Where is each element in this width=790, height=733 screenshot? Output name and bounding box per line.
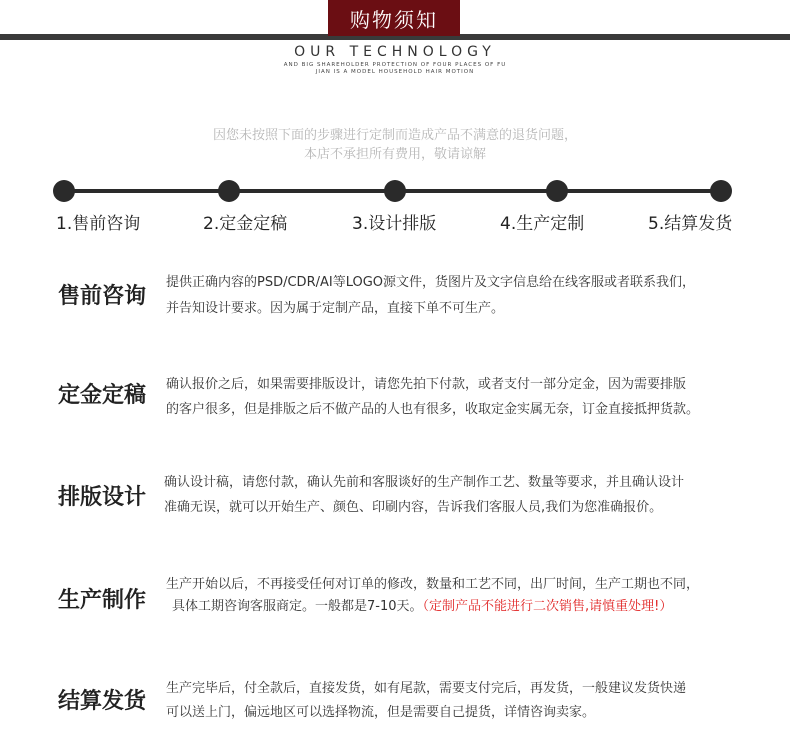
step-label: 1.售前咨询 (56, 214, 141, 234)
timeline-dot (384, 180, 406, 202)
notice-line-2: 本店不承担所有费用，敬请谅解 (303, 147, 486, 162)
section-text-line: 生产开始以后，不再接受任何对订单的修改，数量和工艺不同，出厂时间，生产工期也不同， (166, 577, 700, 592)
tech-title: OUR TECHNOLOGY (294, 44, 496, 60)
warning-text: （定制产品不能进行二次销售,请慎重处理!） (422, 599, 673, 614)
timeline-dot (546, 180, 568, 202)
tech-subtitle-line-1: AND BIG SHAREHOLDER PROTECTION OF FOUR PLACES OF FU (283, 62, 507, 68)
section-title: 售前咨询 (58, 284, 147, 309)
section-title: 排版设计 (58, 485, 147, 510)
section-text-line: 准确无误，就可以开始生产、颜色、印刷内容，告诉我们客服人员,我们为您准确报价。 (164, 500, 663, 515)
section-text-line: 提供正确内容的PSD/CDR/AI等LOGO源文件，货图片及文字信息给在线客服或者联系我们， (166, 275, 696, 290)
step-label: 5.结算发货 (648, 214, 733, 234)
section-text-line: 确认设计稿，请您付款，确认先前和客服谈好的生产制作工艺、数量等要求，并且确认设计 (164, 475, 685, 490)
timeline-dot (710, 180, 732, 202)
section-text-line: 并告知设计要求。因为属于定制产品，直接下单不可生产。 (166, 301, 505, 316)
section-text-line: 确认报价之后，如果需要排版设计，请您先拍下付款，或者支付一部分定金，因为需要排版 (166, 377, 687, 392)
timeline-dot (53, 180, 75, 202)
notice-line-1: 因您未按照下面的步骤进行定制而造成产品不满意的退货问题， (212, 128, 577, 143)
section-text-line: 生产完毕后，付全款后，直接发货，如有尾款，需要支付完后，再发货，一般建议发货快递 (166, 681, 687, 696)
section-text-line: 的客户很多，但是排版之后不做产品的人也有很多，收取定金实属无奈，订金直接抵押货款。 (166, 402, 700, 417)
header-tab: 购物须知 (328, 0, 460, 36)
section-title: 定金定稿 (58, 383, 147, 408)
section-text-line (172, 599, 672, 615)
section-text-line: 可以送上门，偏远地区可以选择物流，但是需要自己提货，详情咨询卖家。 (166, 705, 596, 720)
timeline-dot (218, 180, 240, 202)
step-label: 4.生产定制 (500, 214, 585, 234)
tech-subtitle-line-2: JIAN IS A MODEL HOUSEHOLD HAIR MOTION (315, 69, 475, 75)
section-text: 具体工期咨询客服商定。一般都是7-10天。 (172, 599, 423, 614)
section-title: 生产制作 (58, 588, 147, 613)
step-label: 2.定金定稿 (203, 214, 288, 234)
section-title: 结算发货 (58, 689, 147, 714)
step-label: 3.设计排版 (352, 214, 437, 234)
